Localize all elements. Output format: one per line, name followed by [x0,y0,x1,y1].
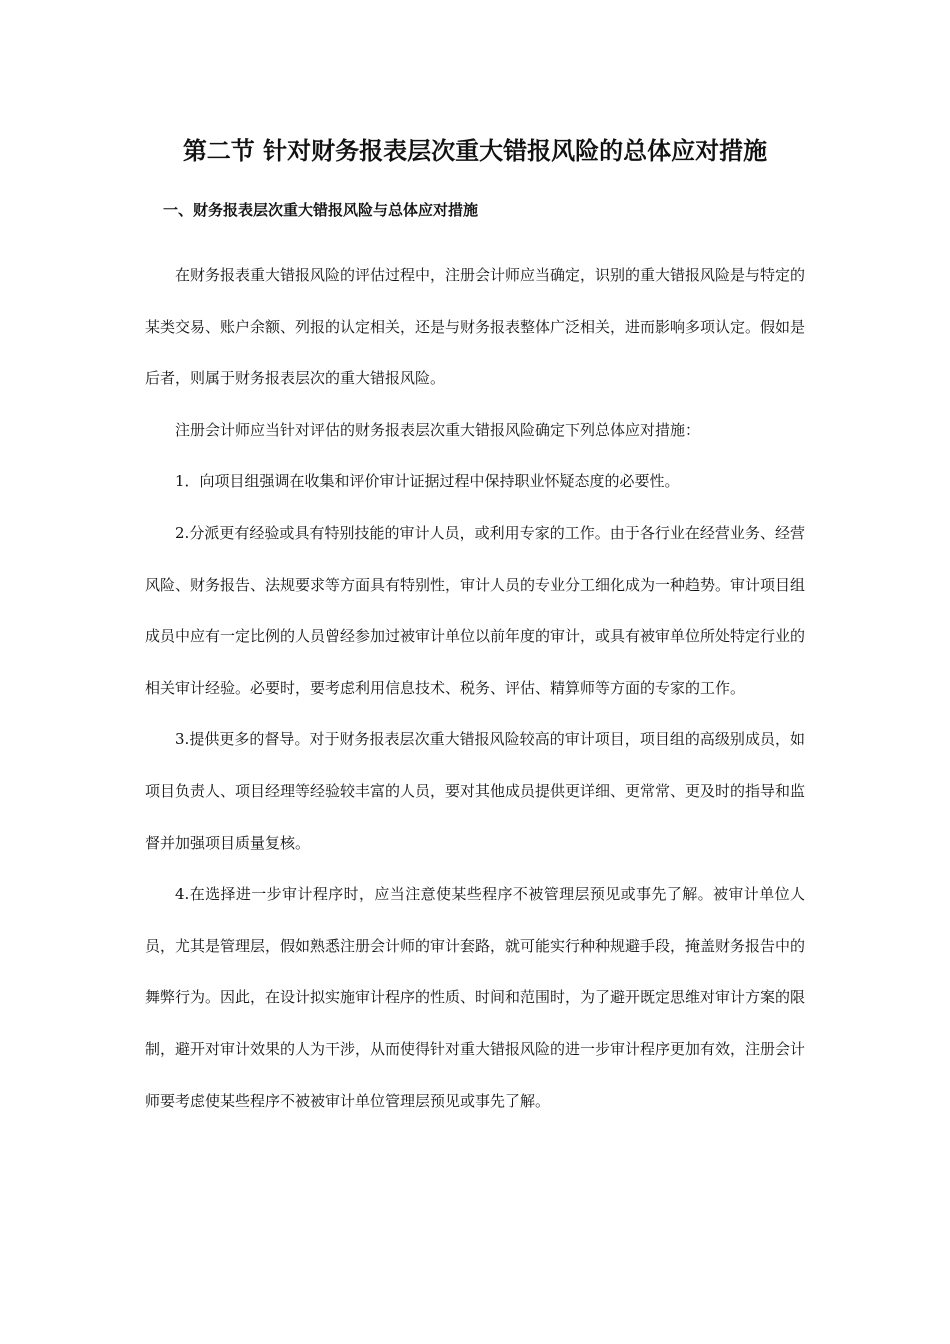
body-text [145,250,805,1127]
paragraph-measure-3: 3.提供更多的督导。对于财务报表层次重大错报风险较高的审计项目，项目组的高级别成员，如项目负责人、项目经理等经验较丰富的人员，要对其他成员提供更详细、更常常、更及时的指导和监督并加强项目质量复核。 [145,730,806,852]
paragraph-risk-assessment: 在财务报表重大错报风险的评估过程中，注册会计师应当确定，识别的重大错报风险是与特定的某类交易、账户余额、列报的认定相关，还是与财务报表整体广泛相关，进而影响多项认定。假如是后者，则属于财务报表层次的重大错报风险。 [145,266,806,388]
paragraph-measure-4: 4.在选择进一步审计程序时，应当注意使某些程序不被管理层预见或事先了解。被审计单位人员，尤其是管理层，假如熟悉注册会计师的审计套路，就可能实行种种规避手段，掩盖财务报告中的舞弊行为。因此，在设计拟实施审计程序的性质、时间和范围时，为了避开既定思维对审计方案的限制，避开对审计效果的人为干涉，从而使得针对重大错报风险的进一步审计程序更加有效，注册会计师要考虑使某些程序不被被审计单位管理层预见或事先了解。 [145,885,806,1110]
section-heading: 一、财务报表层次重大错报风险与总体应对措施 [163,201,479,219]
page-title: 第二节 针对财务报表层次重大错报风险的总体应对措施 [182,137,768,165]
paragraph-overall-responses-intro: 注册会计师应当针对评估的财务报表层次重大错报风险确定下列总体应对措施： [175,420,701,439]
paragraph-measure-2: 2.分派更有经验或具有特别技能的审计人员，或利用专家的工作。由于各行业在经营业务、经营风险、财务报告、法规要求等方面具有特别性，审计人员的专业分工细化成为一种趋势。审计项目组成员中应有一定比例的人员曾经参加过被审计单位以前年度的审计，或具有被审单位所处特定行业的相关审计经验。必要时，要考虑利用信息技术、税务、评估、精算师等方面的专家的工作。 [145,523,806,697]
paragraph-measure-1: 1．向项目组强调在收集和评价审计证据过程中保持职业怀疑态度的必要性。 [175,472,680,491]
